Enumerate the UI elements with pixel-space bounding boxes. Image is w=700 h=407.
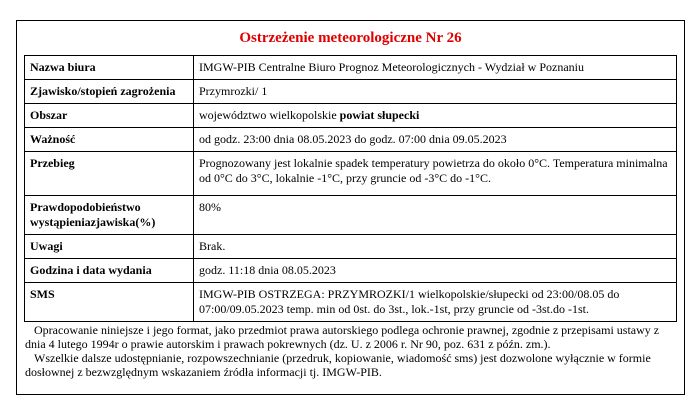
area-county: powiat słupecki	[339, 108, 420, 122]
table-row	[25, 80, 677, 104]
table-row	[25, 104, 677, 128]
row-label-course: Przebieg	[25, 152, 194, 196]
area-region: województwo wielkopolskie	[199, 108, 340, 122]
row-label-validity: Ważność	[25, 128, 194, 152]
row-label-remarks: Uwagi	[25, 235, 194, 259]
table-row	[25, 283, 677, 322]
table-row	[25, 128, 677, 152]
row-value-course: Prognozowany jest lokalnie spadek temperatury powietrza do około 0°C. Temperatura minimalna od 0°C do 3°C, lokalnie -1°C, przy gruncie od -3°C do -1°C.	[194, 152, 677, 196]
row-value-issued: godz. 11:18 dnia 08.05.2023	[194, 259, 677, 283]
row-value-phenomenon: Przymrozki/ 1	[194, 80, 677, 104]
copyright-notice	[25, 323, 676, 379]
row-label-phenomenon: Zjawisko/stopień zagrożenia	[25, 80, 194, 104]
table-row	[25, 56, 677, 80]
row-label-area: Obszar	[25, 104, 194, 128]
table-row	[25, 235, 677, 259]
row-value-office: IMGW-PIB Centralne Biuro Prognoz Meteorologicznych - Wydział w Poznaniu	[194, 56, 677, 80]
row-value-validity: od godz. 23:00 dnia 08.05.2023 do godz. 07:00 dnia 09.05.2023	[194, 128, 677, 152]
row-label-probability: Prawdopodobieństwo wystąpieniazjawiska(%)	[25, 196, 194, 235]
row-label-office: Nazwa biura	[25, 56, 194, 80]
table-row	[25, 259, 677, 283]
table-row	[25, 152, 677, 196]
row-label-sms: SMS	[25, 283, 194, 322]
document-title: Ostrzeżenie meteorologiczne Nr 26	[239, 29, 462, 46]
copyright-paragraph: Opracowanie niniejsze i jego format, jako przedmiot prawa autorskiego podlega ochronie prawnej, zgodnie z przepisami ustawy z dnia 4 lutego 1994r o prawie autorskim i prawach pokrewnych (dz. U. z 2006 r. Nr 90, poz. 631 z późn. zm.).	[25, 323, 660, 351]
row-value-area	[194, 104, 677, 128]
row-value-probability: 80%	[194, 196, 677, 235]
row-value-remarks: Brak.	[194, 235, 677, 259]
distribution-paragraph: Wszelkie dalsze udostępnianie, rozpowszechnianie (przedruk, kopiowanie, wiadomość sms) jest dozwolone wyłącznie w formie dosłownej z bezwzględnym wskazaniem źródła informacji tj. IMGW-PIB.	[25, 351, 651, 379]
warning-table	[24, 55, 677, 322]
warning-document	[16, 20, 685, 395]
row-label-issued: Godzina i data wydania	[25, 259, 194, 283]
table-row	[25, 196, 677, 235]
row-value-sms: IMGW-PIB OSTRZEGA: PRZYMROZKI/1 wielkopolskie/słupecki od 23:00/08.05 do 07:00/09.05.2023 temp. min od 0st. do 3st., lok.-1st, przy gruncie od -3st.do -1st.	[194, 283, 677, 322]
